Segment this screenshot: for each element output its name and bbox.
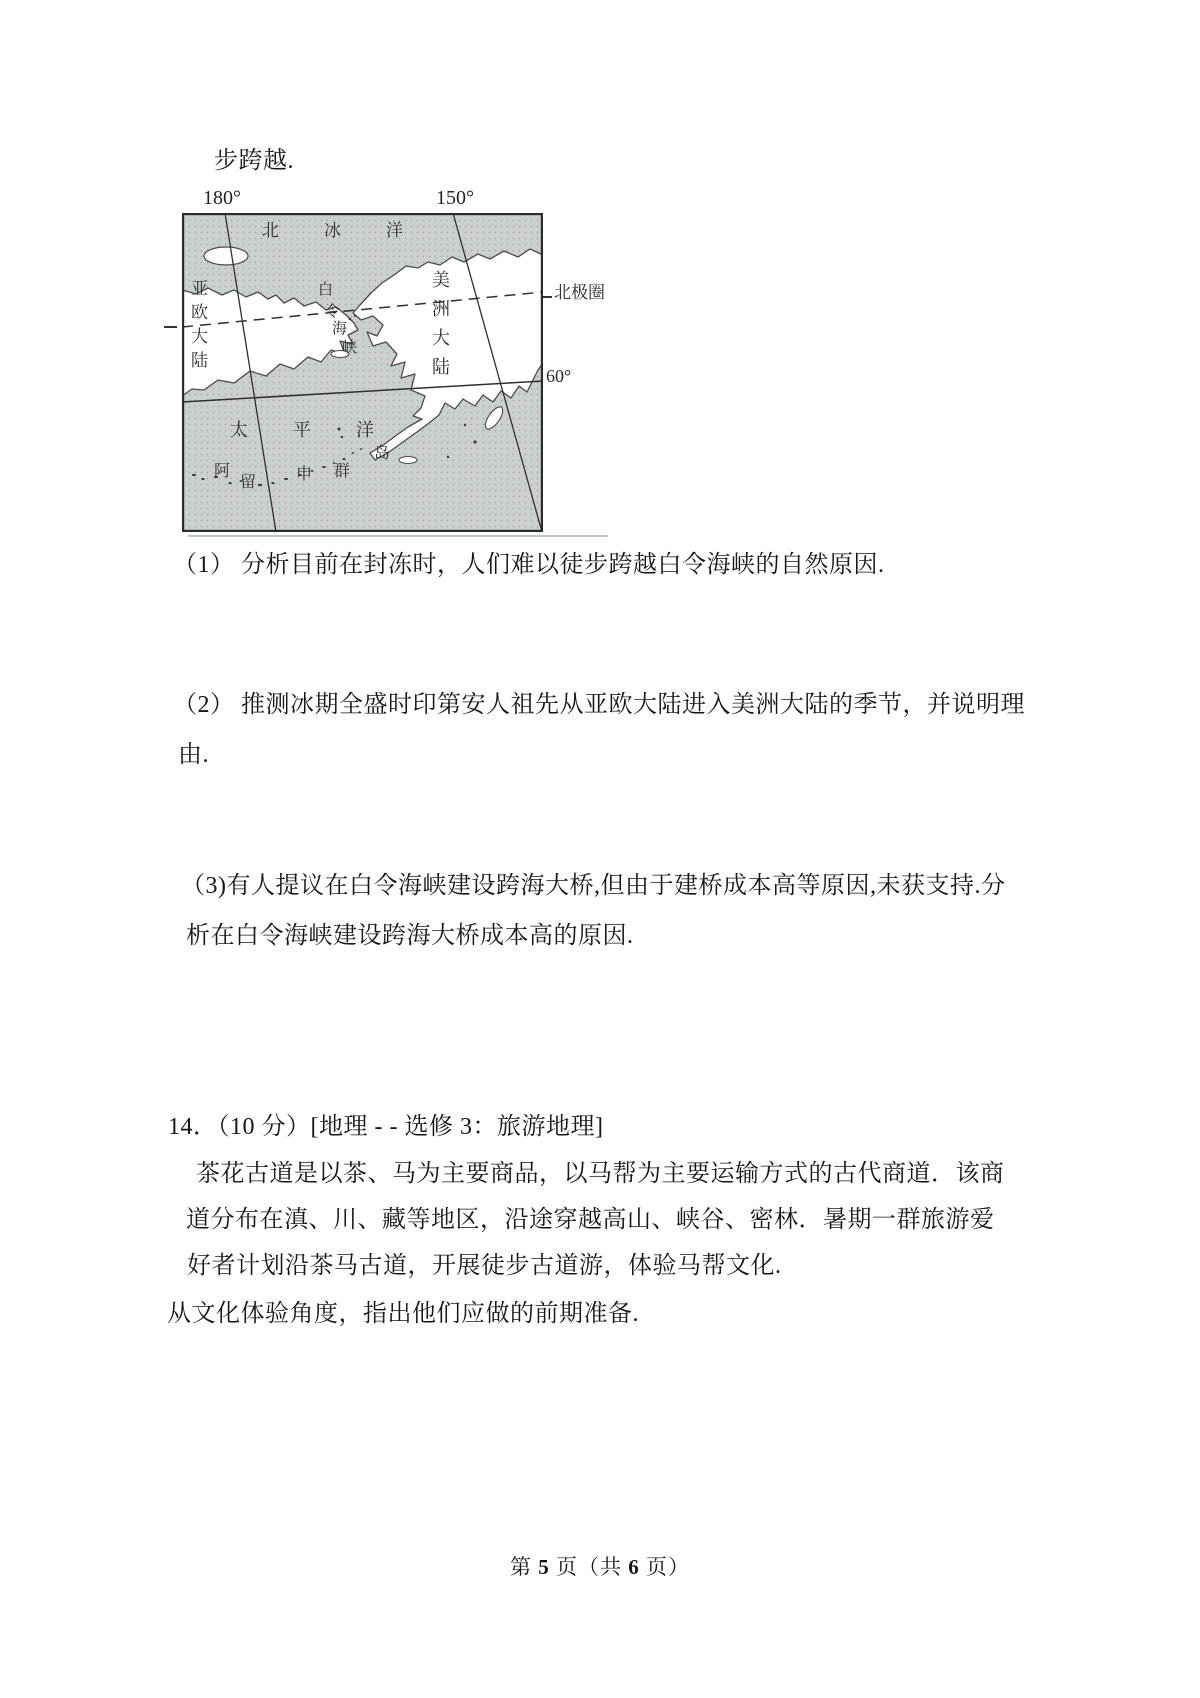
longitude-label-180: 180° [203,187,241,209]
page-footer [0,1551,1200,1581]
footer-page-number: 5 [538,1555,550,1579]
q13-part1-text: （1） 分析目前在封冻时，人们难以徒步跨越白令海峡的自然原因. [173,552,885,578]
map-label-america: 美洲大陆 [430,270,450,386]
arctic-circle-dash-right [543,296,552,298]
q14-body-line3: 好者计划沿茶马古道，开展徒步古道游，体验马帮文化. [187,1253,782,1279]
map-label-arctic-circle: 北极圈 [554,283,605,302]
map-label-strait-char3: 海 [332,321,348,337]
bering-strait-map [182,213,543,532]
longitude-label-150: 150° [436,187,474,209]
map-island-wrangel [204,247,248,265]
q14-header: 14．（10 分）[地理 - - 选修 3：旅游地理] [168,1114,604,1140]
footer-total-pages: 6 [628,1555,640,1579]
q14-body-line1: 茶花古道是以茶、马为主要商品，以马帮为主要运输方式的古代商道．该商 [196,1161,1005,1187]
map-label-arctic-ocean: 北冰洋 [262,221,448,240]
footer-suffix: 页） [639,1555,690,1579]
arctic-circle-dash-left [164,326,177,328]
map-label-aleutian-char4: 群 [334,463,351,480]
map-label-aleutian-char3: 申 [296,466,313,483]
map-label-strait-char1: 白 [318,282,334,298]
map-label-strait-char2: 令 [325,304,341,320]
map-label-strait-char4: 峡 [342,340,358,356]
map-label-pacific: 太平洋 [230,420,419,440]
q13-part3-line1: （3)有人提议在白令海峡建设跨海大桥,但由于建桥成本高等原因,未获支持.分 [181,873,1006,899]
footer-prefix: 第 [510,1555,539,1579]
q14-body-line2: 道分布在滇、川、藏等地区，沿途穿越高山、峡谷、密林．暑期一群旅游爱 [186,1207,995,1233]
map-label-aleutian-char5: 岛 [374,445,391,462]
map-island-small [399,457,417,464]
q13-part2-line1: （2） 推测冰期全盛时印第安人祖先从亚欧大陆进入美洲大陆的季节，并说明理 [173,692,1025,718]
footer-mid: 页（共 [549,1555,629,1579]
map-label-eurasia: 亚欧大陆 [188,279,207,375]
q13-part2-line2: 由. [178,742,209,768]
intro-tail-text: 步跨越. [214,148,294,174]
q13-part3-line2: 析在白令海峡建设跨海大桥成本高的原因. [186,923,634,949]
map-label-aleutian-char2: 留 [240,474,257,491]
q14-task-text: 从文化体验角度，指出他们应做的前期准备. [167,1301,639,1327]
map-graphic [182,213,543,532]
map-label-aleutian-char1: 阿 [214,463,231,480]
map-label-60n: 60° [546,366,572,386]
map-bottom-shadow [188,535,608,537]
